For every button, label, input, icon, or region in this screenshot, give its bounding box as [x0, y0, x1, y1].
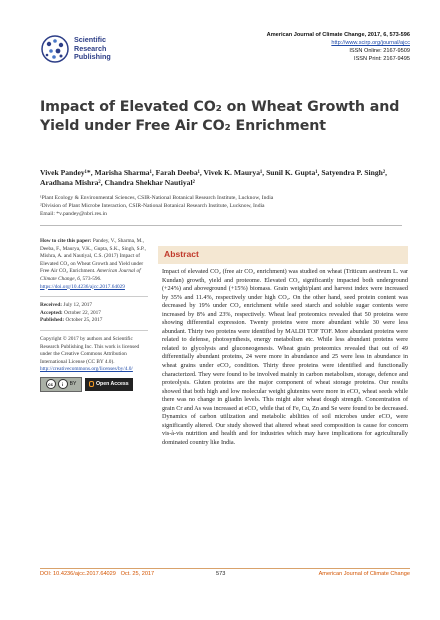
copyright-text: Copyright © 2017 by authors and Scientific Research Publishing Inc. This work is licensed under the Creative Commons Attribution International License (CC BY 4.0). [40, 335, 140, 365]
publisher-logo [40, 32, 180, 66]
citation-doi-link[interactable]: https://doi.org/10.4236/ajcc.2017.64029 [40, 283, 125, 290]
open-access-badge[interactable] [85, 378, 133, 391]
affiliation-1: ¹Plant Ecology & Environmental Sciences, CSIR-National Botanical Research Institute, Lucknow, India [40, 195, 274, 201]
publisher-line-3: Publishing [74, 52, 111, 62]
footer-date: Oct. 25, 2017 [120, 571, 155, 577]
page-number: 573 [216, 571, 226, 577]
issn-print: ISSN Print: 2167-9495 [354, 56, 410, 62]
affiliations [40, 194, 430, 219]
sidebar-divider [40, 296, 148, 297]
cc-label: BY [69, 380, 77, 387]
article-title: Impact of Elevated CO₂ on Wheat Growth and Yield under Free Air CO₂ Enrichment [40, 99, 400, 134]
affiliation-2: ²Division of Plant Microbe Interaction, CSIR-National Botanical Research Institute, Lucknow, India [40, 203, 265, 210]
open-access-label: Open Access [96, 380, 129, 387]
citation-block [40, 238, 150, 291]
journal-title-line: American Journal of Climate Change, 2017, 6, 573-596 [266, 32, 410, 38]
citation-pages: 573-596. [82, 275, 102, 282]
date-value: July 12, 2017 [63, 302, 93, 309]
article-sidebar [40, 238, 150, 392]
date-accepted [40, 310, 150, 318]
date-received [40, 302, 150, 310]
publisher-line-2: Research [74, 43, 107, 53]
footer-doi-text: DOI: 10.4236/ajcc.2017.64029 [40, 571, 116, 577]
date-value: October 25, 2017 [65, 317, 103, 324]
scirp-logo-icon [40, 34, 70, 64]
citation-journal: American Journal of Climate Change, 6, [40, 268, 141, 282]
date-label: Published: [40, 317, 65, 324]
footer-divider [40, 568, 410, 569]
issn-online: ISSN Online: 2167-9509 [349, 48, 410, 54]
header-divider [40, 225, 402, 226]
license-link[interactable]: http://creativecommons.org/licenses/by/4.0/ [40, 366, 133, 373]
publisher-line-1: Scientific [74, 35, 106, 44]
abstract-body: Impact of elevated CO₂ (free air CO₂ enrichment) was studied on wheat (Triticum aestivum L. var Kundan) growth, yield and proteome. Elevated CO₂ significantly impacted both underground (+24%) and aboveground (+15%) biomass. Grain weight/plant and harvest index were increased by 35% and 11.4%, respectively under high CO₂. On the other hand, seed protein content was decreased by 19% under CO₂ enrichment while seed starch and soluble sugar contents were increased by 8% and 23%, respectively. Wheat leaf proteomics revealed that 50 proteins were showing differential expression. Twenty proteins were more abundant while 30 were less abundant. Thirty two proteins were identified by MALDI TOF TOF. More abundant proteins were related to defense, photosynthesis, energy metabolism etc. While less abundant proteins were related to glycolysis and gluconeogenesis. Wheat grain proteomics revealed that out of 49 differentially abundant proteins, 24 were more in abundance and 25 were less in abundance in wheat grains under eCO₂ condition. Thirty three proteins were identified and functionally characterized. They were found to be involved mainly in carbon metabolism, storage, defence and proteolysis. Gluten proteins are the major component of wheat storage proteins. Our results showed that both high and low molecular weight glutenins were more in eCO₂ wheat seeds while there was no change in gliadin levels. This might alter wheat dough strength. Concentration of grain Cr and As was increased at eCO₂ while that of Fe, Cu, Zn and Se were found to be decreased. Dynamics of carbon utilization and metabolic abilities of soil microbes under eCO₂ were significantly altered. Our study showed that altered wheat seed composition is cause for concern vis-à-vis nutrition and health and for industries which may have implications for agriculturally dominated country like India. [162, 268, 408, 446]
date-label: Received: [40, 302, 63, 309]
author-list: Vivek Pandey¹*, Marisha Sharma¹, Farah Deeba¹, Vivek K. Maurya¹, Sunil K. Gupta¹, Satyendra P. Singh², Aradhana Mishra², Chandra Shekhar Nautiyal² [40, 168, 388, 187]
abstract-heading: Abstract [164, 249, 199, 259]
contact-email: Email: *v.pandey@nbri.res.in [40, 211, 107, 218]
publisher-name [74, 36, 111, 62]
citation-text: Pandey, V., Sharma, M., Deeba, F., Maurya, V.K., Gupta, S.K., Singh, S.P., Mishra, A. and Nautiyal, C.S. (2017) Impact of Elevated CO₂ on Wheat Growth and Yield under Free Air CO₂ Enrichment. [40, 238, 146, 275]
date-published [40, 317, 150, 325]
journal-meta [267, 31, 410, 63]
sidebar-divider [40, 330, 148, 331]
footer-journal: American Journal of Climate Change [318, 571, 410, 577]
citation-label: How to cite this paper: [40, 238, 92, 244]
cc-icon: cc [46, 379, 56, 389]
date-value: October 22, 2017 [63, 309, 101, 316]
journal-url-link[interactable]: http://www.scirp.org/journal/ajcc [331, 40, 410, 46]
cc-by-badge[interactable] [40, 377, 82, 392]
footer-doi [40, 571, 154, 577]
person-icon: i [58, 379, 68, 389]
date-label: Accepted: [40, 309, 63, 316]
license-badges [40, 377, 150, 392]
open-lock-icon [89, 381, 94, 387]
